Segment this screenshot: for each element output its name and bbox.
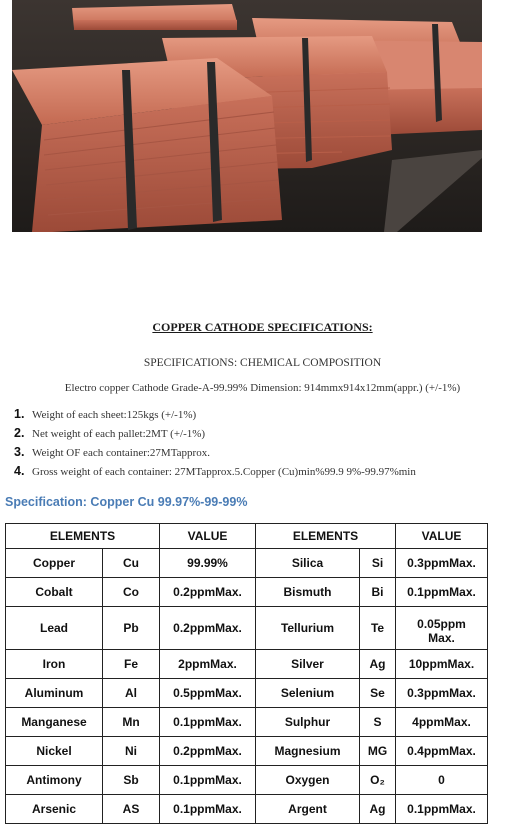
table-cell-el: Silica <box>256 549 360 578</box>
table-cell-el: Selenium <box>256 679 360 708</box>
table-cell-val: 0.1ppmMax. <box>160 766 256 795</box>
spec-item <box>14 405 519 424</box>
spec-number: 2. <box>14 426 25 440</box>
table-cell-val: 0.2ppmMax. <box>160 737 256 766</box>
spec-number: 3. <box>14 445 25 459</box>
table-cell-el: Lead <box>6 607 103 650</box>
spec-text: Gross weight of each container: 27MTapprox.5.Copper (Cu)min%99.9 9%-99.97%min <box>32 466 416 478</box>
table-row <box>6 578 488 607</box>
table-cell-el: Antimony <box>6 766 103 795</box>
table-cell-sym: Pb <box>103 607 160 650</box>
table-cell-val: 0.3ppmMax. <box>396 549 488 578</box>
table-cell-el: Sulphur <box>256 708 360 737</box>
table-cell-sym: O₂ <box>360 766 396 795</box>
table-cell-val: 0.3ppmMax. <box>396 679 488 708</box>
table-cell-sym: Se <box>360 679 396 708</box>
table-cell-sym: AS <box>103 795 160 824</box>
table-cell-el: Tellurium <box>256 607 360 650</box>
table-cell-sym: Mn <box>103 708 160 737</box>
table-cell-sym: Ni <box>103 737 160 766</box>
table-cell-sym: MG <box>360 737 396 766</box>
table-header-value: VALUE <box>396 524 488 549</box>
composition-table <box>5 523 488 824</box>
table-cell-val: 0.1ppmMax. <box>396 795 488 824</box>
table-header-elements: ELEMENTS <box>6 524 160 549</box>
table-row <box>6 650 488 679</box>
table-cell-val: 4ppmMax. <box>396 708 488 737</box>
table-cell-el: Iron <box>6 650 103 679</box>
spec-item <box>14 424 519 443</box>
table-cell-val: 99.99% <box>160 549 256 578</box>
table-cell-el: Copper <box>6 549 103 578</box>
subheading: SPECIFICATIONS: CHEMICAL COMPOSITION <box>143 357 382 369</box>
page-title: COPPER CATHODE SPECIFICATIONS: <box>152 320 373 334</box>
table-cell-sym: Bi <box>360 578 396 607</box>
spec-text: Net weight of each pallet:2MT (+/-1%) <box>32 428 206 440</box>
table-cell-val: 0.4ppmMax. <box>396 737 488 766</box>
table-cell-sym: Si <box>360 549 396 578</box>
table-cell-val: 0.05ppm Max. <box>396 607 488 650</box>
table-cell-sym: Al <box>103 679 160 708</box>
table-cell-sym: Sb <box>103 766 160 795</box>
table-cell-el: Nickel <box>6 737 103 766</box>
spec-list <box>14 405 519 481</box>
table-cell-sym: Ag <box>360 650 396 679</box>
table-cell-el: Arsenic <box>6 795 103 824</box>
table-cell-sym: Ag <box>360 795 396 824</box>
spec-text: Weight of each sheet:125kgs (+/-1%) <box>32 409 197 421</box>
table-cell-sym: Cu <box>103 549 160 578</box>
spec-number: 4. <box>14 464 25 478</box>
table-cell-val: 0 <box>396 766 488 795</box>
table-row <box>6 708 488 737</box>
table-cell-el: Aluminum <box>6 679 103 708</box>
table-cell-sym: S <box>360 708 396 737</box>
table-row <box>6 607 488 650</box>
table-row <box>6 679 488 708</box>
table-cell-el: Cobalt <box>6 578 103 607</box>
table-cell-sym: Fe <box>103 650 160 679</box>
table-row <box>6 737 488 766</box>
table-cell-val: 0.1ppmMax. <box>396 578 488 607</box>
table-cell-el: Bismuth <box>256 578 360 607</box>
table-cell-el: Argent <box>256 795 360 824</box>
table-cell-val: 10ppmMax. <box>396 650 488 679</box>
table-cell-val: 2ppmMax. <box>160 650 256 679</box>
spec-item <box>14 462 519 481</box>
table-cell-sym: Te <box>360 607 396 650</box>
table-cell-val: 0.1ppmMax. <box>160 795 256 824</box>
specification-title: Specification: Copper Cu 99.97%-99-99% <box>5 495 248 509</box>
spec-item <box>14 443 519 462</box>
spec-text: Weight OF each container:27MTapprox. <box>32 447 210 459</box>
table-cell-el: Oxygen <box>256 766 360 795</box>
table-cell-val: 0.2ppmMax. <box>160 607 256 650</box>
table-cell-el: Magnesium <box>256 737 360 766</box>
table-cell-val: 0.1ppmMax. <box>160 708 256 737</box>
copper-cathode-photo <box>12 0 482 232</box>
spec-number: 1. <box>14 407 25 421</box>
table-header-elements: ELEMENTS <box>256 524 396 549</box>
table-cell-el: Silver <box>256 650 360 679</box>
table-cell-val: 0.2ppmMax. <box>160 578 256 607</box>
table-row <box>6 766 488 795</box>
table-cell-el: Manganese <box>6 708 103 737</box>
table-cell-sym: Co <box>103 578 160 607</box>
table-header-value: VALUE <box>160 524 256 549</box>
table-cell-val: 0.5ppmMax. <box>160 679 256 708</box>
dimension-line: Electro copper Cathode Grade-A-99.99% Dimension: 914mmx914x12mm(appr.) (+/-1%) <box>64 382 461 394</box>
table-row <box>6 549 488 578</box>
